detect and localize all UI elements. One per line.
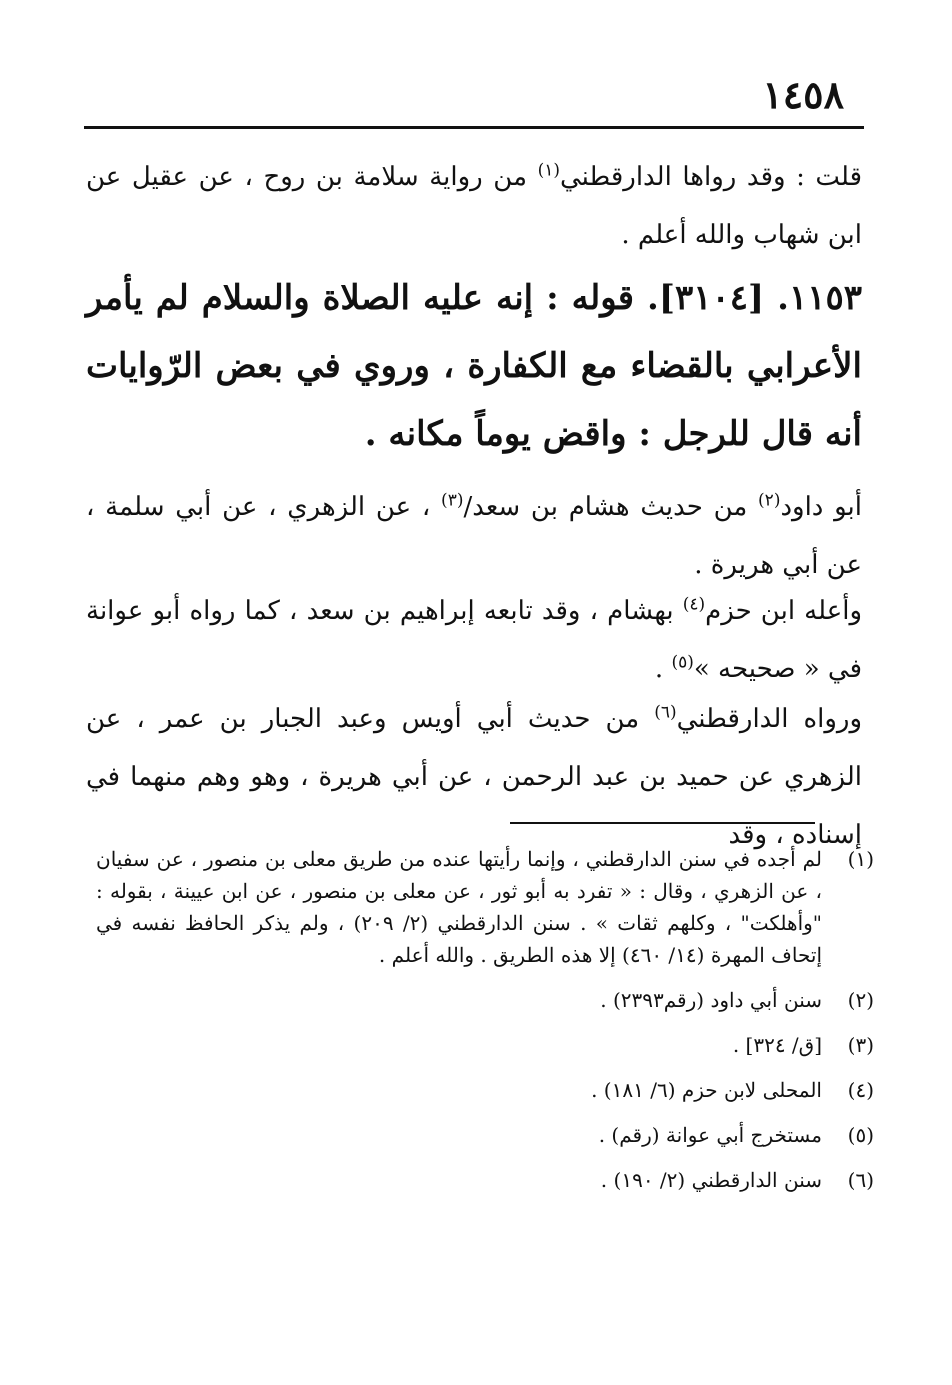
entry-heading: ١١٥٣. [٣١٠٤]. قوله : إنه عليه الصلاة والسلام لم يأمر الأعرابي بالقضاء مع الكفارة ، وروي في بعض الرّوايات أنه قال للرجل : واقض يوماً مكانه . xyxy=(86,278,862,454)
footnote-separator xyxy=(510,822,815,824)
paragraph-3-text-c: . xyxy=(654,654,664,684)
footnote-4 xyxy=(96,1074,874,1106)
paragraph-4-text-a: ورواه الدارقطني xyxy=(676,704,863,734)
footnote-2 xyxy=(96,984,874,1016)
paragraph-2-text-c: ، عن الزهري ، عن أبي سلمة ، عن أبي هريرة . xyxy=(86,492,862,580)
paragraph-2-text-a: أبو داود xyxy=(780,492,863,522)
footnote-ref-1: (١) xyxy=(537,160,560,181)
paragraph-2 xyxy=(86,478,862,594)
footnote-text: سنن الدارقطني (٢/ ١٩٠) . xyxy=(600,1168,822,1192)
footnote-5 xyxy=(96,1119,874,1151)
paragraph-1-text-b: من رواية سلامة بن روح ، عن عقيل عن ابن شهاب والله أعلم . xyxy=(86,162,862,250)
paragraph-1 xyxy=(86,148,862,264)
footnote-text: لم أجده في سنن الدارقطني ، وإنما رأيتها عنده من طريق معلى بن منصور ، عن سفيان ، عن الزهري ، وقال : « تفرد به أبو ثور ، عن معلى بن منصور ، عن ابن عيينة ، بقوله : "وأهلكت" ، وكلهم ثقات » . سنن الدارقطني (٢/ ٢٠٩) ، ولم يذكر الحافظ نفسه في إتحاف المهرة (١٤/ ٤٦٠) إلا هذه الطريق . والله أعلم . xyxy=(96,847,823,967)
paragraph-2-text-b: من حديث هشام بن سعد/ xyxy=(463,492,748,522)
entry-reference: [٣١٠٤] xyxy=(658,278,765,318)
header-rule xyxy=(84,126,864,129)
entry-heading-text: قوله : إنه عليه الصلاة والسلام لم يأمر الأعرابي بالقضاء مع الكفارة ، وروي في بعض الرّوايات أنه قال للرجل : واقض يوماً مكانه . xyxy=(86,278,862,454)
footnote-1 xyxy=(96,843,874,971)
footnote-number: (٥) xyxy=(847,1123,874,1147)
footnote-number: (٢) xyxy=(847,988,874,1012)
paragraph-4-text-b: من حديث أبي أويس وعبد الجبار بن عمر ، عن الزهري عن حميد بن عبد الرحمن ، عن أبي هريرة ، وهو وهم منهما في إسناده ، وقد xyxy=(86,704,862,850)
footnote-text: [ق/ ٣٢٤] . xyxy=(732,1033,822,1057)
page-number: ١٤٥٨ xyxy=(762,72,844,117)
paragraph-3-text-a: وأعله ابن حزم xyxy=(705,596,863,626)
footnote-number: (٣) xyxy=(847,1033,874,1057)
paragraph-1-text-a: قلت : وقد رواها الدارقطني xyxy=(559,162,862,192)
footnote-ref-6: (٦) xyxy=(654,702,677,723)
footnote-number: (٦) xyxy=(847,1168,874,1192)
entry-number: ١١٥٣ xyxy=(788,278,862,318)
footnote-ref-5: (٥) xyxy=(671,652,694,673)
footnote-text: المحلى لابن حزم (٦/ ١٨١) . xyxy=(591,1078,822,1102)
footnote-ref-3: (٣) xyxy=(441,490,464,511)
paragraph-3 xyxy=(86,582,862,698)
footnote-6 xyxy=(96,1164,874,1196)
footnotes xyxy=(96,843,874,1209)
footnote-3 xyxy=(96,1029,874,1061)
paragraph-3-text-b: بهشام ، وقد تابعه إبراهيم بن سعد ، كما رواه أبو عوانة في « صحيحه » xyxy=(86,596,862,684)
footnote-number: (٤) xyxy=(847,1078,874,1102)
footnote-ref-4: (٤) xyxy=(682,594,706,615)
footnote-text: مستخرج أبي عوانة (رقم) . xyxy=(598,1123,822,1147)
footnote-ref-2: (٢) xyxy=(758,490,781,511)
footnote-text: سنن أبي داود (رقم٢٣٩٣) . xyxy=(600,988,822,1012)
paragraph-4 xyxy=(86,690,862,864)
footnote-number: (١) xyxy=(847,847,874,871)
